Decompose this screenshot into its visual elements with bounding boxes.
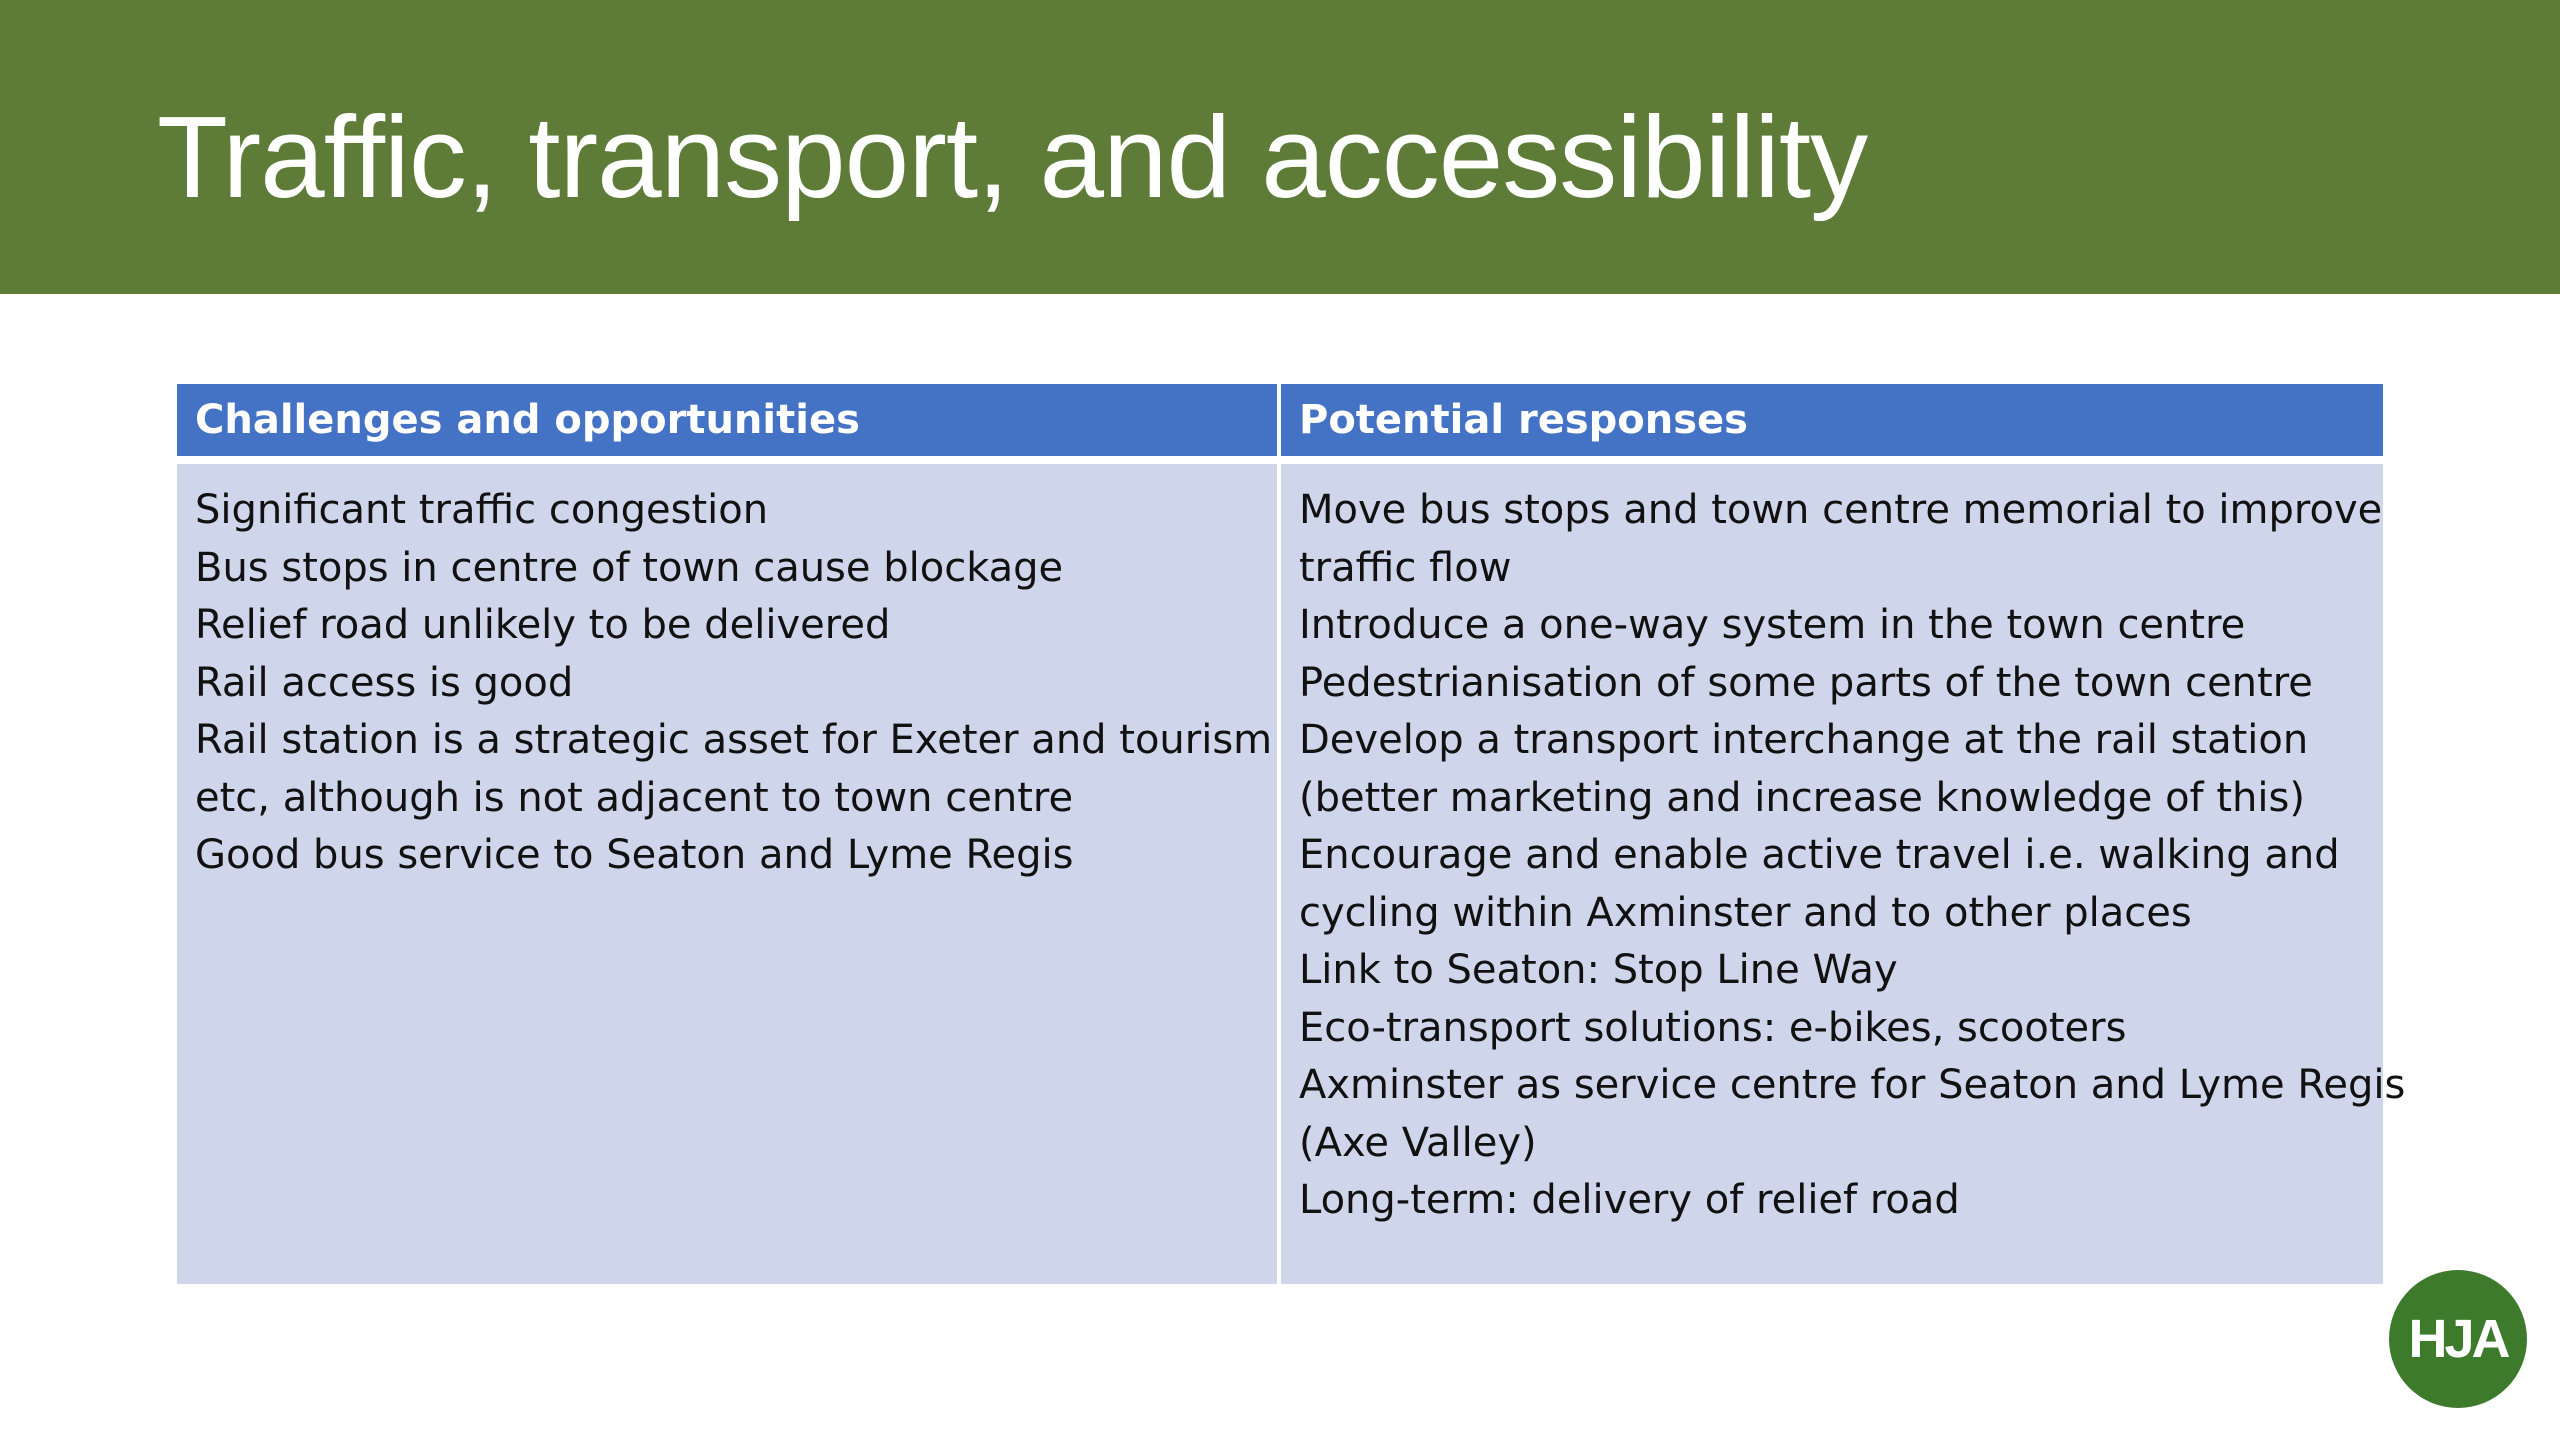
table-line: Significant traffic congestion	[195, 487, 769, 533]
table-line: Good bus service to Seaton and Lyme Regis	[195, 832, 1074, 878]
table-column-responses	[1281, 384, 2406, 1284]
table-line: traffic flow	[1299, 544, 1512, 591]
table-cell-responses	[1281, 464, 2406, 1284]
slide-title: Traffic, transport, and accessibility	[157, 92, 1868, 222]
title-bar	[0, 0, 2560, 294]
table-line: Introduce a one-way system in the town centre	[1299, 602, 2246, 648]
table-header-challenges: Challenges and opportunities	[177, 384, 1277, 456]
table-header-responses: Potential responses	[1281, 384, 2383, 456]
table-line: Bus stops in centre of town cause blockage	[195, 544, 1064, 591]
table-line: etc, although is not adjacent to town centre	[195, 774, 1074, 821]
table-line: Link to Seaton: Stop Line Way	[1299, 947, 1898, 993]
table-line: Relief road unlikely to be delivered	[195, 602, 891, 648]
table-line: (Axe Valley)	[1299, 1119, 1537, 1166]
content-table	[177, 384, 2406, 1284]
table-line: Long-term: delivery of relief road	[1299, 1177, 1960, 1223]
table-line: Axminster as service centre for Seaton and Lyme Regis	[1299, 1062, 2406, 1108]
table-line: Eco-transport solutions: e-bikes, scooters	[1299, 1004, 2127, 1051]
table-line: Rail station is a strategic asset for Exeter and tourism	[195, 717, 1273, 763]
table-line: Develop a transport interchange at the rail station	[1299, 717, 2309, 763]
table-cell-challenges	[177, 464, 1277, 1284]
table-line: Rail access is good	[195, 659, 574, 706]
table-line: (better marketing and increase knowledge of this)	[1299, 774, 2305, 821]
table-line: Encourage and enable active travel i.e. walking and	[1299, 832, 2340, 878]
table-line: Move bus stops and town centre memorial to improve	[1299, 487, 2383, 533]
table-line: cycling within Axminster and to other places	[1299, 889, 2192, 936]
table-column-challenges	[177, 384, 1277, 1284]
hja-logo: HJA	[2389, 1270, 2527, 1408]
table-line: Pedestrianisation of some parts of the town centre	[1299, 659, 2313, 706]
